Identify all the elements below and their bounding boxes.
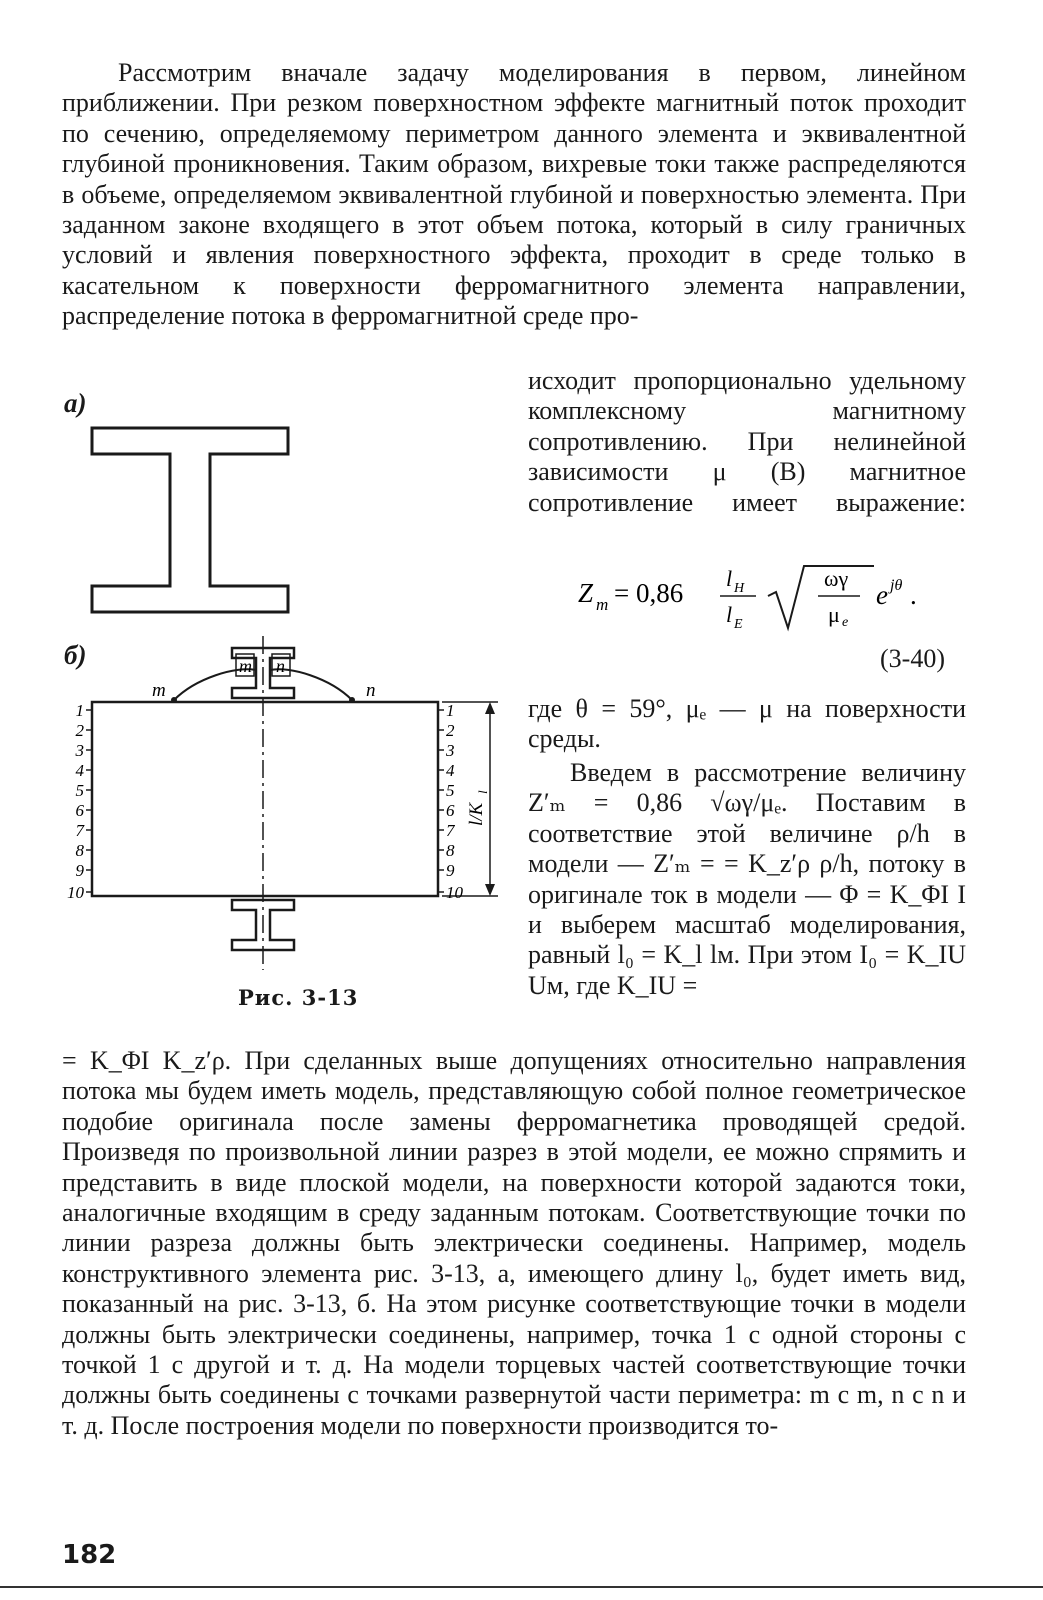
right-number-3: 3 (446, 741, 455, 760)
formula-lhs-sub: m (596, 595, 609, 614)
left-number-2: 2 (75, 721, 84, 740)
formula-frac-num: l (726, 566, 733, 591)
right-number-2: 2 (446, 721, 455, 740)
left-number-4: 4 (75, 761, 84, 780)
paragraph-right-2: где θ = 59°, μₑ — μ на поверхности среды. (528, 694, 966, 754)
left-number-5: 5 (75, 781, 84, 800)
paragraph-top: Рассмотрим вначале задачу моделирования в первом, линейном приближении. При резком поверхностном эффекте магнитный поток проходит по сечению, определяемому периметром данного элемента и эквивалентной глубиной проникновения. Таким образом, вихревые токи также распределяются в объеме, определяемом эквивалентной глубиной и поверхностью элемента. При заданном законе входящего в этот объем потока, который в силу граничных условий и явления поверхностного эффекта, проходит в среде только в касательном к поверхности ферромагнитного элемента направлении, распределение потока в ферромагнитной среде про- (62, 58, 966, 331)
right-number-8: 8 (446, 841, 455, 860)
paragraph-bottom: = K_ΦI K_z′ρ. При сделанных выше допущениях относительно направления потока мы будем иметь модель, представляющую собой полное геометрическое подобие оригинала после замены ферромагнетика проводящей средой. Произведя по произвольной линии разрез в этой модели, ее можно спрямить и представить в виде плоской модели, на поверхности которой задаются токи, аналогичные входящим в среду заданным потокам. Соответствующие точки по линии разреза должны быть электрически соединены. Например, модель конструктивного элемента рис. 3-13, а, имеющего длину l₀, будет иметь вид, показанный на рис. 3-13, б. На этом рисунке соответствующие точки в модели должны быть электрически соединены, например, точка 1 с одной стороны с точкой 1 с другой и т. д. На модели торцевых частей соответствующие точки должны быть соединены с точками развернутой части периметра: m с m, n с n и т. д. После построения модели по поверхности производится то- (62, 1046, 966, 1440)
formula-frac-num-sub: H (734, 581, 745, 596)
figure-b-model (56, 630, 516, 990)
left-number-3: 3 (75, 741, 84, 760)
paragraph-right-3: Введем в рассмотрение величину Z′ₘ = 0,86 √ωγ/μₑ. Поставим в соответствие этой величине ρ/h в модели — Z′ₘ = = K_z′ρ ρ/h, потоку в оригинале ток в модели — Φ = K_ΦI I и выберем масштаб моделирования, равный l₀ = K_l lм. При этом I₀ = K_IU Uм, где K_IU = (528, 758, 966, 1000)
figure-label-a: а) (64, 388, 87, 418)
formula-lhs: Z (578, 578, 594, 608)
paragraph-right-1: исходит пропорционально удельному комплексному магнитному сопротивлению. При нелинейной зависимости μ (B) магнитное сопротивление имеет выражение: (528, 366, 966, 517)
dimension-label-sub: l (475, 790, 490, 794)
left-number-1: 1 (75, 701, 84, 720)
formula-end: . (910, 580, 917, 610)
formula-frac-den-sub: E (734, 617, 743, 632)
right-number-9: 9 (446, 861, 455, 880)
right-number-4: 4 (446, 761, 455, 780)
right-number-10: 10 (446, 883, 463, 902)
left-number-7: 7 (75, 821, 84, 840)
right-number-5: 5 (446, 781, 455, 800)
label-n-outer: n (366, 680, 376, 701)
label-n-box: n (276, 656, 285, 676)
formula-3-40 (578, 562, 958, 632)
formula-root-den-sub: e (842, 615, 849, 630)
page-number: 182 (62, 1540, 117, 1570)
formula-exp: jθ (890, 577, 903, 594)
left-number-6: 6 (75, 801, 84, 820)
formula-equals: = 0,86 (614, 578, 684, 608)
figure-a-ibeam (80, 420, 300, 630)
right-number-1: 1 (446, 701, 455, 720)
formula-exp-base: e (876, 580, 888, 610)
formula-root-num: ωγ (824, 566, 849, 591)
left-number-8: 8 (75, 841, 84, 860)
label-m-outer: m (152, 680, 166, 701)
right-number-6: 6 (446, 801, 455, 820)
formula-svg (578, 562, 958, 632)
equation-number: (3-40) (880, 644, 945, 673)
left-number-10: 10 (67, 883, 84, 902)
left-number-9: 9 (75, 861, 84, 880)
figure-caption: Рис. 3-13 (238, 985, 359, 1010)
formula-root-den: μ (828, 602, 840, 627)
label-m-box: m (239, 656, 252, 676)
bottom-rule (0, 1586, 1043, 1588)
right-number-7: 7 (446, 821, 455, 840)
figure-label-b: б) (64, 640, 87, 670)
dimension-label: l/K (466, 802, 487, 826)
formula-frac-den: l (726, 602, 733, 627)
